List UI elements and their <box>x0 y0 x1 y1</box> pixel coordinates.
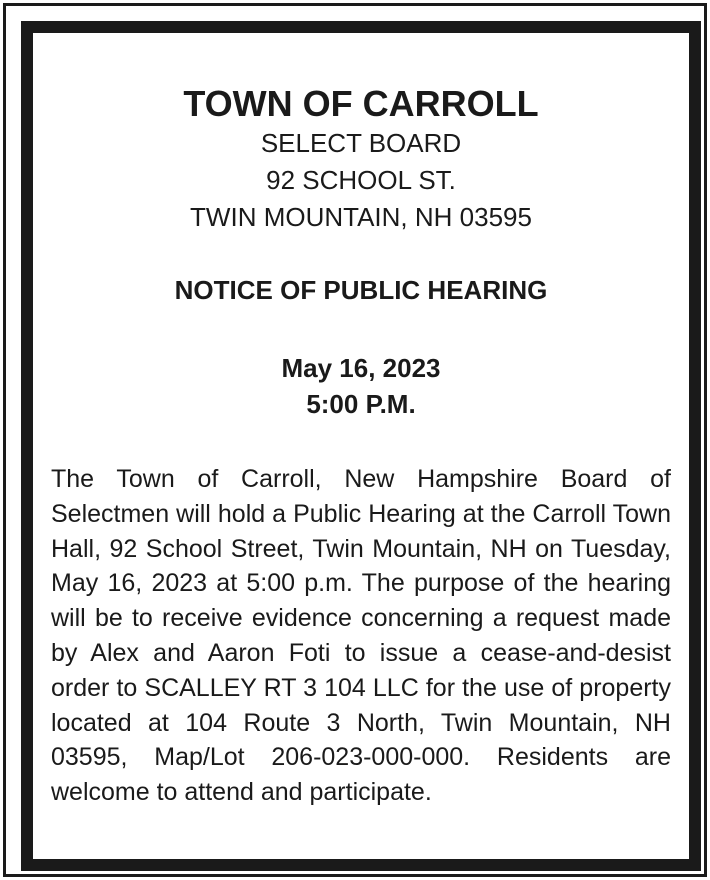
header-block <box>51 83 671 236</box>
hearing-title: NOTICE OF PUBLIC HEARING <box>174 275 548 305</box>
hearing-time: 5:00 P.M. <box>306 389 416 419</box>
town-title: TOWN OF CARROLL <box>183 83 539 124</box>
outer-border <box>3 3 707 877</box>
notice-frame <box>21 21 701 871</box>
date-time-block <box>51 350 671 422</box>
notice-content <box>51 83 671 810</box>
city-state-zip: TWIN MOUNTAIN, NH 03595 <box>190 202 532 232</box>
notice-body: The Town of Carroll, New Hampshire Board of Selectmen will hold a Public Hearing at the Carroll Town Hall, 92 School Street, Twin Mountain, NH on Tuesday, May 16, 2023 at 5:00 p.m. The purpose of the hearing will be to receive evidence concerning a request made by Alex and Aaron Foti to issue a cease-and-desist order to SCALLEY RT 3 104 LLC for the use of property located at 104 Route 3 North, Twin Mountain, NH 03595, Map/Lot 206-023-000-000. Residents are welcome to attend and participate. <box>51 465 671 807</box>
street-address: 92 SCHOOL ST. <box>266 165 456 195</box>
board-name: SELECT BOARD <box>260 128 462 158</box>
hearing-date: May 16, 2023 <box>281 353 441 383</box>
